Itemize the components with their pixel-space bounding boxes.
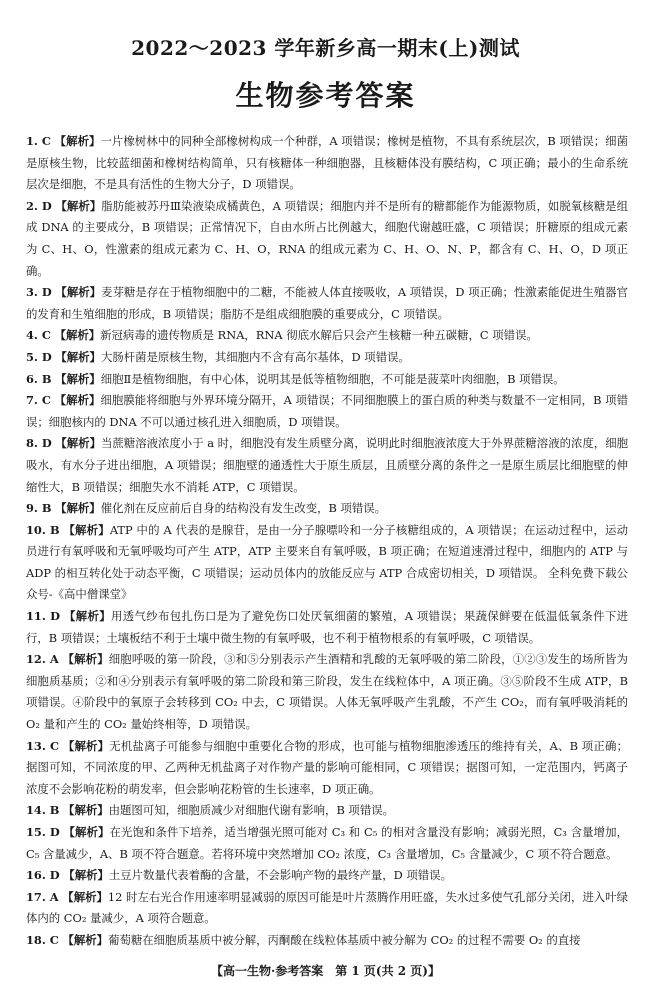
analysis-tag: 【解析】 — [62, 932, 109, 947]
answer-number: 4. C — [26, 328, 51, 343]
answer-item — [26, 131, 628, 196]
analysis-text: 细胞Ⅱ是植物细胞，有中心体，说明其是低等植物细胞，不可能是菠菜叶肉细胞，B 项错误。 — [100, 371, 565, 386]
answer-number: 10. B — [26, 522, 60, 537]
answer-item — [26, 369, 628, 391]
answer-number: 9. B — [26, 501, 52, 516]
analysis-tag: 【解析】 — [62, 889, 108, 904]
answer-item — [26, 196, 628, 282]
analysis-tag: 【解析】 — [63, 868, 109, 883]
answer-item — [26, 347, 628, 369]
analysis-text: 一片橡树林中的同种全部橡树构成一个种群，A 项错误；橡树是植物，不具有系统层次，B 项错误；细菌是原核生物，比较蓝细菌和橡树结构简单，只有核糖体一种细胞器，且核糖体没有膜结构，C 项正确；最小的生命系统层次是细胞，不是具有活性的生物大分子，D 项错误。 — [26, 134, 628, 192]
analysis-text: 麦芽糖是存在于植物细胞中的二糖，不能被人体直接吸收，A 项错误，D 项正确；性激素能促进生殖器官的发育和生殖细胞的形成，B 项错误；脂肪不是组成细胞膜的重要成分，C 项错误。 — [26, 285, 628, 321]
analysis-tag: 【解析】 — [64, 609, 112, 624]
analysis-text: 土豆片数量代表着酶的含量，不会影响产物的最终产量，D 项错误。 — [108, 868, 452, 883]
promo-text: 全科免费下载公众号-《高中僧课堂》 — [26, 565, 628, 602]
answer-item — [26, 282, 628, 325]
analysis-text: 脂肪能被苏丹Ⅲ染液染成橘黄色，A 项错误；细胞内并不是所有的糖都能作为能源物质，如脱氧核糖是组成 DNA 的主要成分，B 项错误；正常情况下，自由水所占比例越大，细胞代谢越旺盛，C 项错误；肝糖原的组成元素为 C、H、O，性激素的组成元素为 C、H、O，RNA 的组成元素为 C、H、O、N、P，都含有 C、H、O，D 项正确。 — [26, 198, 628, 278]
analysis-tag: 【解析】 — [55, 285, 102, 300]
analysis-tag: 【解析】 — [54, 393, 101, 408]
answer-item — [26, 390, 628, 433]
answer-number: 18. C — [26, 932, 59, 947]
analysis-text: 细胞呼吸的第一阶段，③和⑤分别表示产生酒精和乳酸的无氧呼吸的第二阶段，①②③发生的场所皆为细胞质基质；②和④分别表示有氧呼吸的第二阶段和第三阶段，发生在线粒体中，A 项正确。③⑤阶段不生成 ATP，B 项错误。④阶段中的氧原子会转移到 CO₂ 中去，C 项错误。人体无氧呼吸产生乳酸，不产生 CO₂，而有氧呼吸消耗的 O₂ 量和产生的 CO₂ 量始终相等，D 项错误。 — [26, 652, 628, 732]
answer-item — [26, 433, 628, 498]
answer-item — [26, 520, 628, 606]
page-footer: 【高一生物·参考答案 第 1 页(共 2 页)】 — [211, 964, 440, 978]
analysis-tag: 【解析】 — [63, 825, 110, 839]
answer-number: 7. C — [26, 393, 51, 408]
analysis-text: 在光饱和条件下培养，适当增强光照可能对 C₃ 和 C₅ 的相对含量没有影响；减弱光照，C₃ 含量增加，C₅ 含量减少，A、B 项不符合题意。若将环境中突然增加 CO₂ 浓度，C₃ 含量增加，C₅ 含量减少，C 项不符合题意。 — [26, 825, 628, 861]
answer-number: 16. D — [26, 868, 60, 883]
analysis-tag: 【解析】 — [55, 436, 101, 451]
analysis-tag: 【解析】 — [55, 349, 101, 364]
answer-item — [26, 865, 628, 887]
analysis-tag: 【解析】 — [55, 371, 101, 386]
answer-item — [26, 887, 628, 930]
answer-item — [26, 606, 628, 649]
answer-number: 17. A — [26, 889, 59, 904]
analysis-text: 新冠病毒的遗传物质是 RNA，RNA 彻底水解后只会产生核糖一种五碳糖，C 项错误。 — [100, 328, 538, 343]
answer-number: 1. C — [26, 134, 51, 148]
exam-title: 2022～2023 学年新乡高一期末(上)测试 — [131, 36, 520, 60]
answer-number: 15. D — [26, 825, 60, 839]
answer-number: 12. A — [26, 652, 59, 667]
answer-number: 6. B — [26, 371, 52, 386]
answer-number: 13. C — [26, 738, 60, 753]
answer-item — [26, 325, 628, 347]
analysis-text: 由题图可知，细胞质减少对细胞代谢有影响，B 项错误。 — [108, 803, 394, 818]
analysis-text: 无机盐离子可能参与细胞中重要化合物的形成，也可能与植物细胞渗透压的维持有关，A、B 项正确；据图可知，不同浓度的甲、乙两种无机盐离子对作物产量的影响可能相同，C 项错误；据图可知，一定范围内，钙离子浓度不会影响花粉的萌发率，但会影响花粉管的生长速率，D 项正确。 — [26, 738, 628, 796]
analysis-text: 催化剂在反应前后自身的结构没有发生改变，B 项错误。 — [100, 501, 387, 516]
answer-number: 8. D — [26, 436, 52, 451]
analysis-text: 用透气纱布包扎伤口是为了避免伤口处厌氧细菌的繁殖，A 项错误；果蔬保鲜要在低温低氧条件下进行，B 项错误；土壤板结不利于土壤中微生物的有氧呼吸，也不利于植物根系的有氧呼吸，C 项错误。 — [26, 609, 628, 645]
analysis-tag: 【解析】 — [63, 803, 109, 818]
answer-number: 14. B — [26, 803, 60, 818]
answer-item — [26, 498, 628, 520]
answer-item — [26, 930, 628, 952]
analysis-tag: 【解析】 — [54, 134, 101, 148]
answer-item — [26, 800, 628, 822]
answer-item — [26, 822, 628, 865]
analysis-tag: 【解析】 — [62, 652, 109, 667]
analysis-text: 细胞膜能将细胞与外界环境分隔开，A 项错误；不同细胞膜上的蛋白质的种类与数量不一定相同，B 项错误；细胞核内的 DNA 不可以通过核孔进入细胞质，D 项错误。 — [26, 393, 628, 429]
analysis-tag: 【解析】 — [62, 738, 110, 753]
analysis-tag: 【解析】 — [55, 198, 102, 213]
analysis-tag: 【解析】 — [55, 501, 101, 516]
analysis-text: 12 时左右光合作用速率明显减弱的原因可能是叶片蒸腾作用旺盛，失水过多使气孔部分关闭，进入叶绿体内的 CO₂ 量减少，A 项符合题意。 — [26, 889, 628, 926]
answer-number: 3. D — [26, 285, 52, 300]
analysis-text: 大肠杆菌是原核生物，其细胞内不含有高尔基体，D 项错误。 — [100, 349, 410, 364]
answer-item — [26, 736, 628, 801]
analysis-text: ATP 中的 A 代表的是腺苷，是由一分子腺嘌呤和一分子核糖组成的，A 项错误；在运动过程中，运动员进行有氧呼吸和无氧呼吸均可产生 ATP，ATP 主要来自有氧呼吸，B 项正确；在短道速滑过程中，细胞内的 ATP 与 ADP 的相互转化处于动态平衡，C 项错误；运动员体内的放能反应与 ATP 合成密切相关，D 项错误。 — [26, 522, 628, 580]
answer-number: 5. D — [26, 349, 52, 364]
answer-list — [26, 131, 628, 952]
analysis-text: 当蔗糖溶液浓度小于 a 时，细胞没有发生质壁分离，说明此时细胞液浓度大于外界蔗糖溶液的浓度，细胞吸水，有水分子进出细胞，A 项错误；细胞壁的通透性大于原生质层，且质壁分离的条件之一是原生质层比细胞壁的伸缩性大，B 项错误；细胞失水不消耗 ATP，C 项错误。 — [26, 436, 628, 494]
analysis-tag: 【解析】 — [63, 522, 110, 537]
answer-key-title: 生物参考答案 — [235, 79, 416, 112]
answer-number: 11. D — [26, 609, 61, 624]
answer-number: 2. D — [26, 198, 52, 213]
answer-item — [26, 649, 628, 735]
analysis-tag: 【解析】 — [54, 328, 101, 343]
analysis-text: 葡萄糖在细胞质基质中被分解，丙酮酸在线粒体基质中被分解为 CO₂ 的过程不需要 O₂ 的直接 — [108, 932, 581, 947]
